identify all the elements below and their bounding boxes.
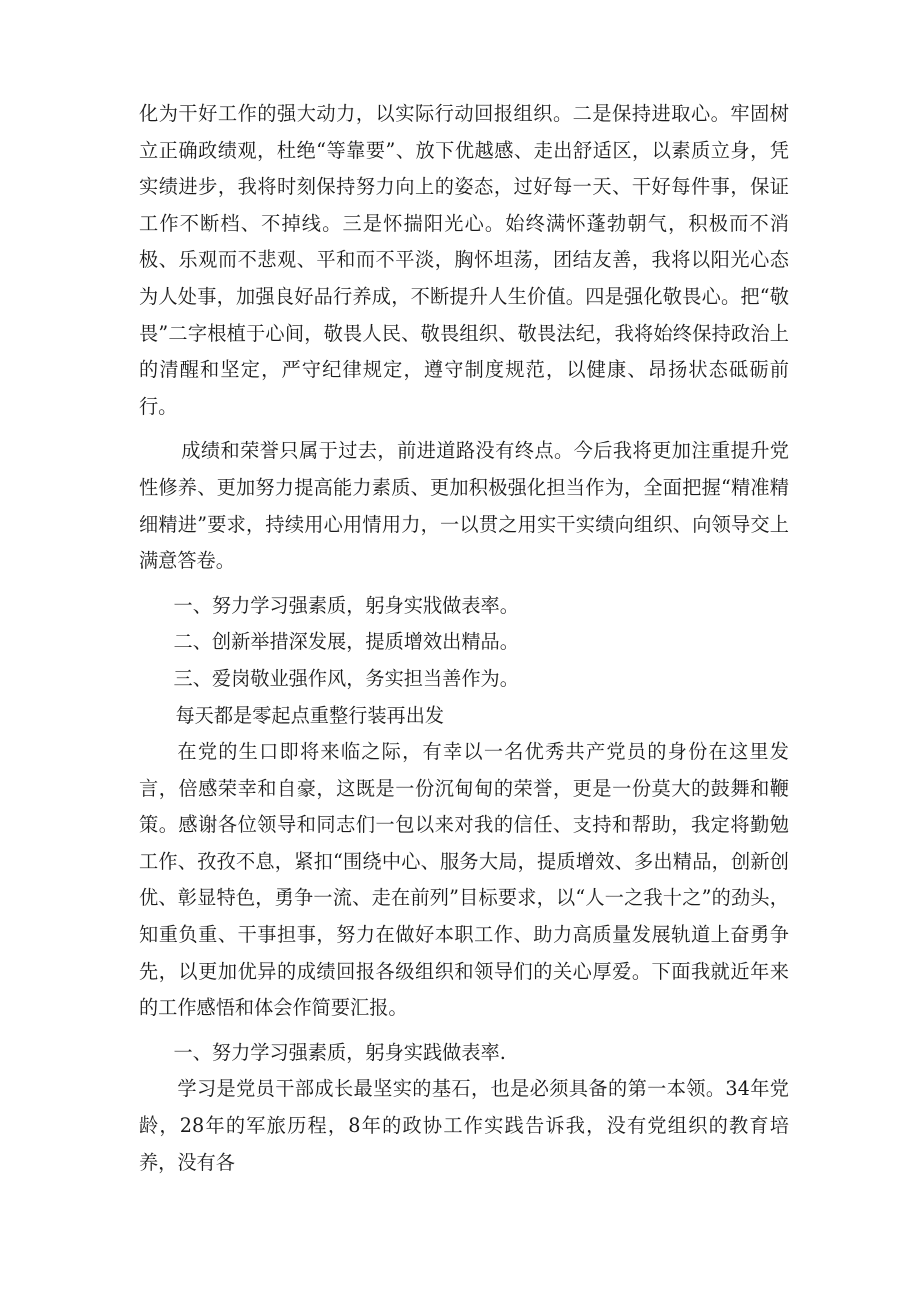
heading-study: 一、努力学习强素质，躬身实戕做表率。 [173,593,519,617]
heading-innovate: 二、创新举措深发展，提质增效出精品。 [173,630,519,654]
paragraph-learning: 学习是党员干部成长最坚实的基石，也是必须具备的第一本领。34年党龄，28年的军旅历程，8年的政协工作实践告诉我，没有党组织的教育培养，没有各 [139,1077,789,1174]
heading-dedication: 三、爱岗敬业强作风，务实担当善作为。 [173,666,519,690]
paragraph-outlook: 成绩和荣誉只属于过去，前进道路没有终点。今后我将更加注重提升党性修养、更加努力提高能力素质、更加积极强化担当作为，全面把握“精准精细精进”要求，持续用心用情用力，一以贯之用实干实绩向组织、向领导交上满意答卷。 [139,439,789,573]
paragraph-mindset: 化为干好工作的强大动力，以实际行动回报组织。二是保持进取心。牢固树立正确政绩观，杜绝“等靠要”、放下优越感、走出舒适区，以素质立身，凭实绩进步，我将时刻保持努力向上的姿态，过好每一天、干好每件事，保证工作不断档、不掉线。三是怀揣阳光心。始终满怀蓬勃朝气，积极而不消极、乐观而不悲观、平和而不平淡，胸怀坦荡，团结友善，我将以阳光心态为人处事，加强良好品行养成，不断提升人生价值。四是强化敬畏心。把“敬畏”二字根植于心间，敬畏人民、敬畏组织、敬畏法纪，我将始终保持政治上的清醒和坚定，严守纪律规定，遵守制度规范，以健康、昂扬状态砥砺前行。 [139,102,789,418]
heading-study-repeat: 一、努力学习强素质，躬身实践做表率. [173,1040,506,1064]
speech-title: 每天都是零起点重整行装再出发 [175,703,445,727]
paragraph-opening: 在党的生口即将来临之际，有幸以一名优秀共产党员的身份在这里发言，倍感荣幸和自豪，这既是一份沉甸甸的荣誉，更是一份莫大的鼓舞和鞭策。感谢各位领导和同志们一包以来对我的信任、支持和帮助，我定将勤勉工作、孜孜不息，紧扣“围绕中心、服务大局，提质增效、多出精品，创新创优、彰显特色，勇争一流、走在前列”目标要求，以“人一之我十之”的劲头，知重负重、干事担事，努力在做好本职工作、助力高质量发展轨道上奋勇争先，以更加优异的成绩回报各级组织和领导们的关心厚爱。下面我就近年来的工作感悟和体会作简要汇报。 [139,740,789,1020]
document-page [139,96,789,1181]
